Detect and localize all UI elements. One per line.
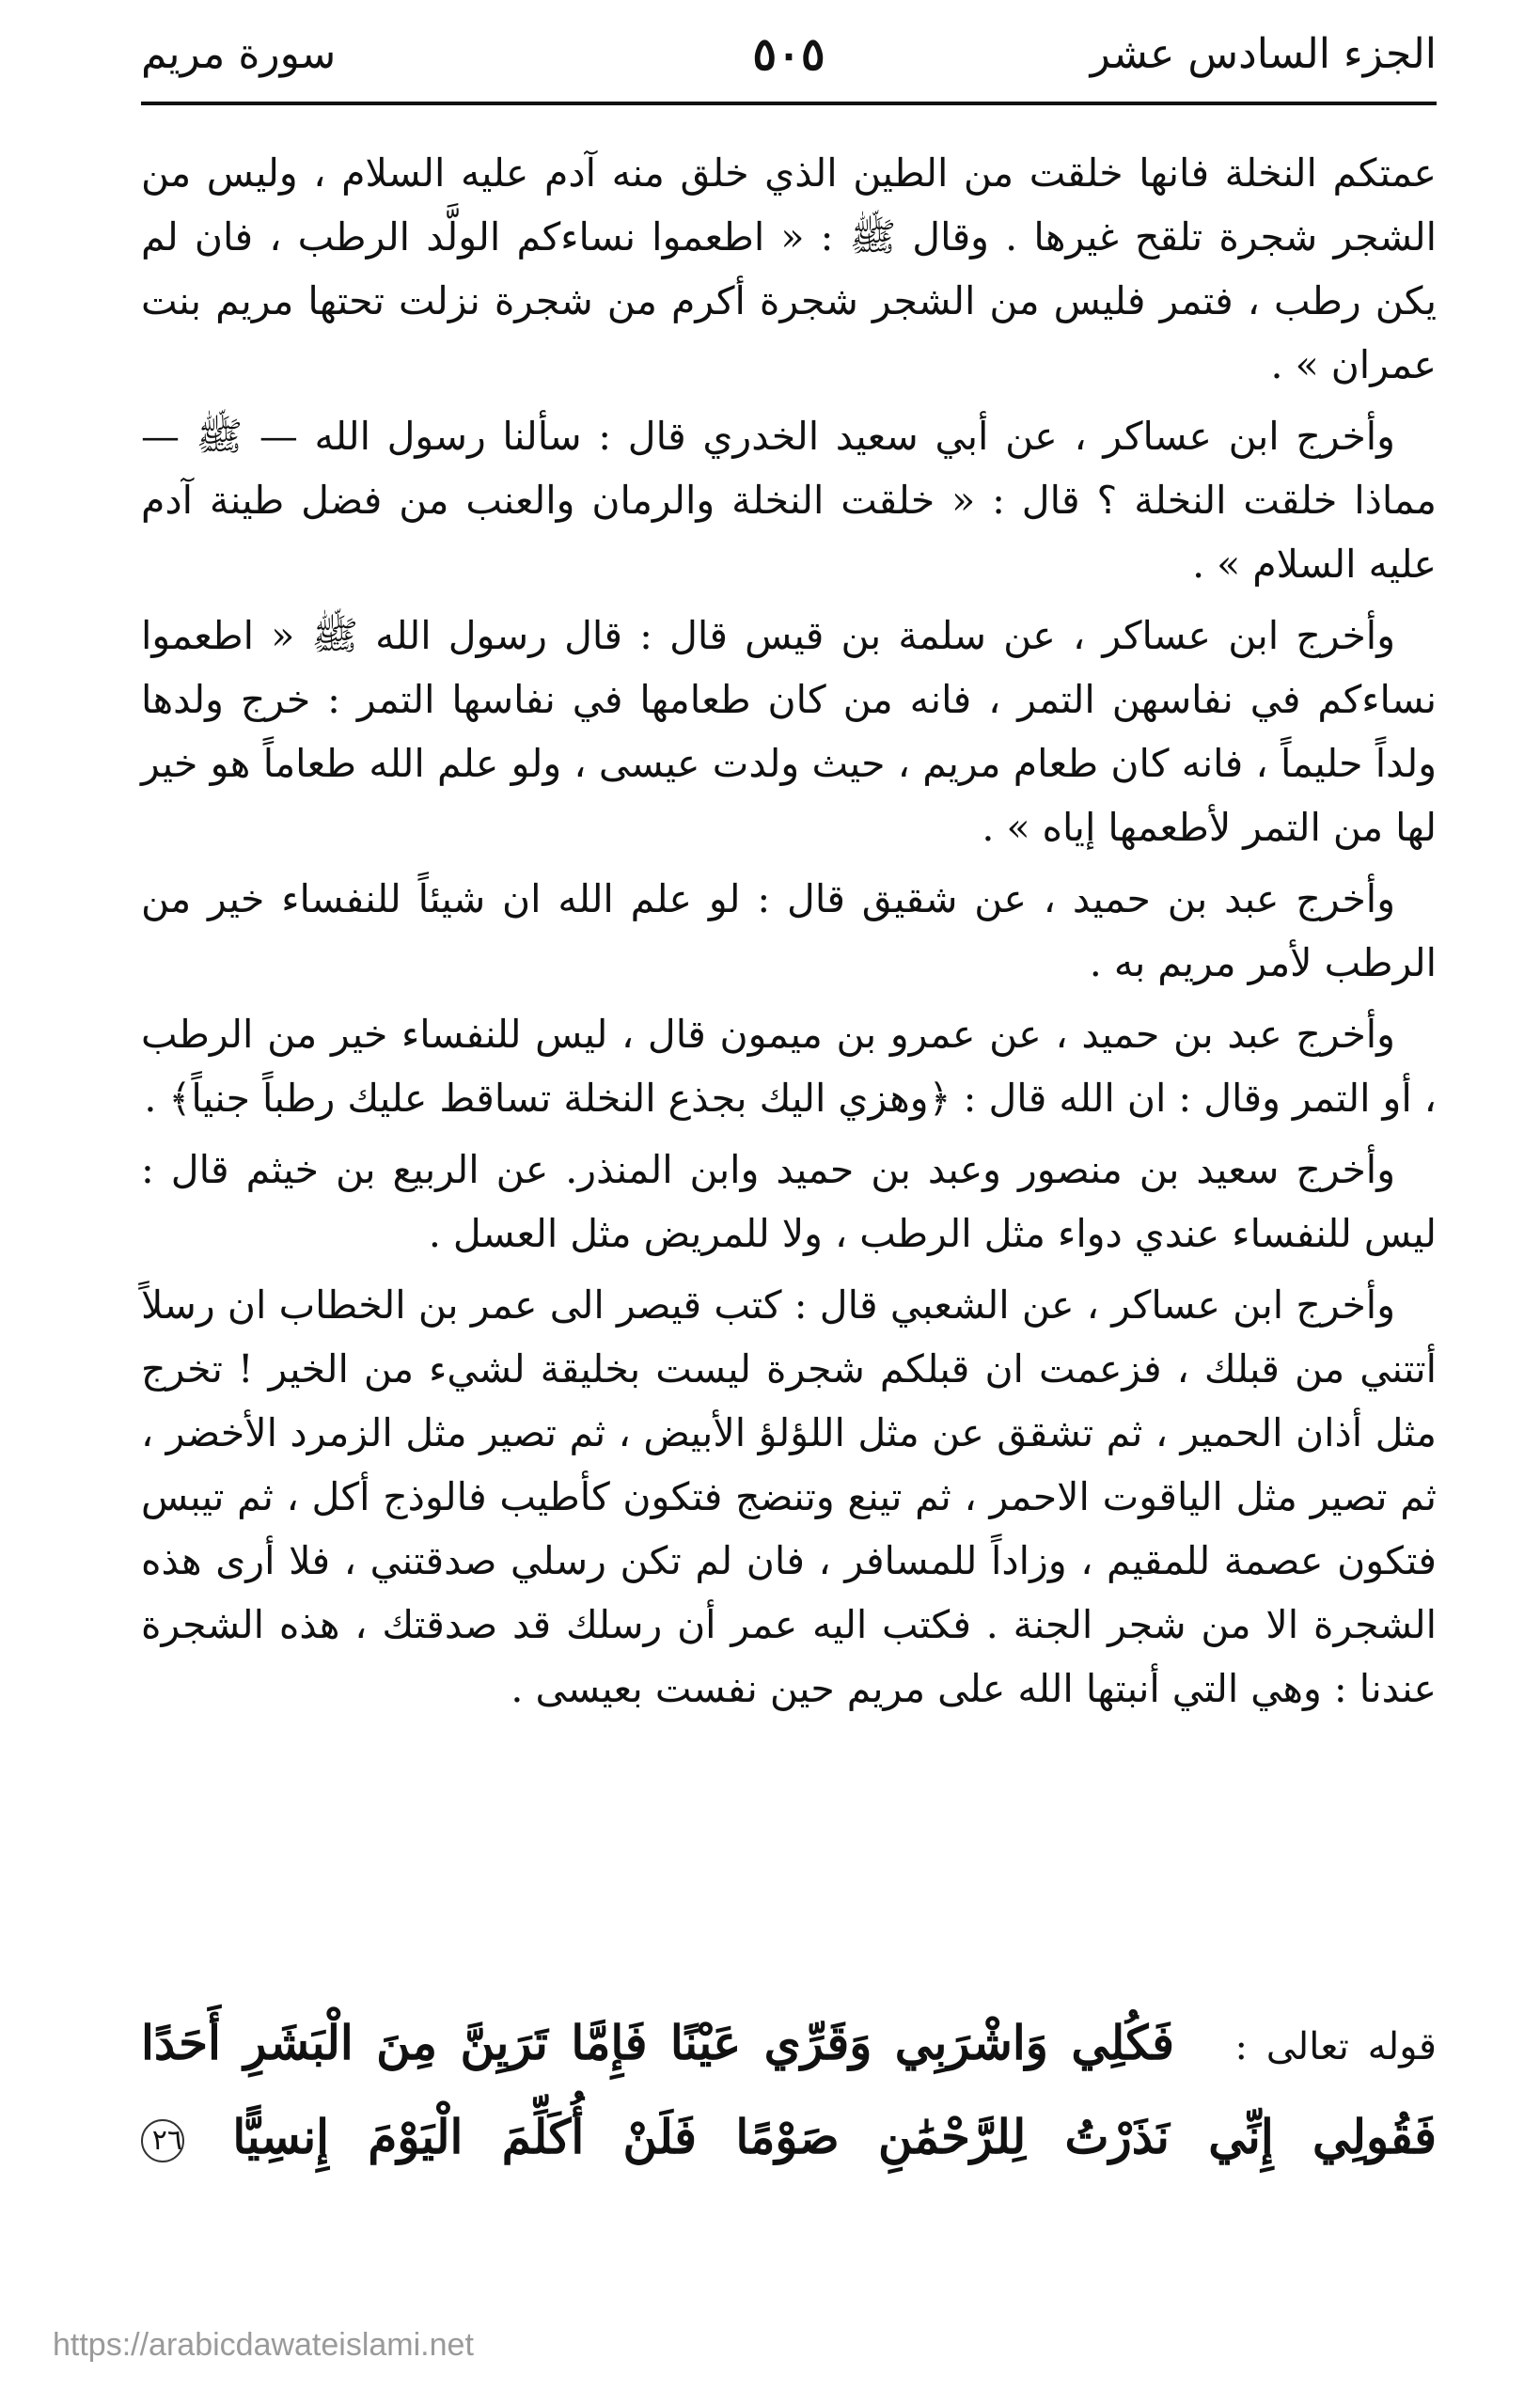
page-header [141, 19, 1437, 94]
paragraph: وأخرج ابن عساكر ، عن أبي سعيد الخدري قال : سألنا رسول الله — ﷺ — مماذا خلقت النخلة ؟ قال : « خلقت النخلة والرمان والعنب من فضل طينة آدم عليه السلام » . [141, 414, 1437, 587]
body-text [141, 141, 1437, 1728]
verse-intro: قوله تعالى : [1234, 2025, 1437, 2068]
page-number: ٥٠٥ [752, 28, 825, 81]
paragraph: وأخرج عبد بن حميد ، عن عمرو بن ميمون قال ، ليس للنفساء خير من الرطب ، أو التمر وقال : ان الله قال : ﴿وهزي اليك بجذع النخلة تساقط عليك رطباً جنياً﴾ . [141, 1012, 1437, 1121]
quran-verse-block [141, 1998, 1437, 2182]
surah-title: سورة مريم [141, 30, 337, 78]
verse-text-1: فَكُلِي وَاشْرَبِي وَقَرِّي عَيْنًا فَإِمَّا تَرَيِنَّ مِنَ الْبَشَرِ أَحَدًا [141, 2015, 1175, 2070]
verse-line-1 [141, 1998, 1437, 2092]
verse-number-marker: ٢٦ [141, 2119, 184, 2162]
paragraph: وأخرج سعيد بن منصور وعبد بن حميد وابن المنذر. عن الربيع بن خيثم قال : ليس للنفساء عندي دواء مثل الرطب ، ولا للمريض مثل العسل . [141, 1147, 1437, 1256]
paragraph: وأخرج ابن عساكر ، عن الشعبي قال : كتب قيصر الى عمر بن الخطاب ان رسلاً أتتني من قبلك ، فزعمت ان قبلكم شجرة ليست بخليقة لشيء من الخير ! تخرج مثل أذان الحمير ، ثم تشقق عن مثل اللؤلؤ الأبيض ، ثم تصير مثل الزمرد الأخضر ، ثم تصير مثل الياقوت الاحمر ، ثم تينع وتنضج فتكون كأطيب فالوذج أكل ، ثم تيبس فتكون عصمة للمقيم ، وزاداً للمسافر ، فان لم تكن رسلي صدقتني ، فلا أرى هذه الشجرة الا من شجر الجنة . فكتب اليه عمر أن رسلك قد صدقتك ، هذه الشجرة عندنا : وهي التي أنبتها الله على مريم حين نفست بعيسى . [141, 1282, 1437, 1711]
paragraph: عمتكم النخلة فانها خلقت من الطين الذي خلق منه آدم عليه السلام ، وليس من الشجر شجرة تلقح غيرها . وقال ﷺ : « اطعموا نساءكم الولَّد الرطب ، فان لم يكن رطب ، فتمر فليس من الشجر شجرة أكرم من شجرة نزلت تحتها مريم بنت عمران » . [141, 150, 1437, 387]
part-title: الجزء السادس عشر [1090, 30, 1437, 78]
watermark-url: https://arabicdawateislami.net [53, 2327, 474, 2363]
verse-text-2: فَقُولِي إِنِّي نَذَرْتُ لِلرَّحْمَٰنِ صَوْمًا فَلَنْ أُكَلِّمَ الْيَوْمَ إِنسِيًّا [232, 2109, 1437, 2164]
verse-line-2 [141, 2092, 1437, 2182]
paragraph: وأخرج عبد بن حميد ، عن شقيق قال : لو علم الله ان شيئاً للنفساء خير من الرطب لأمر مريم به . [141, 876, 1437, 985]
paragraph: وأخرج ابن عساكر ، عن سلمة بن قيس قال : قال رسول الله ﷺ « اطعموا نساءكم في نفاسهن التمر ، فانه من كان طعامها في نفاسها التمر : خرج ولدها ولداً حليماً ، فانه كان طعام مريم ، حيث ولدت عيسى ، ولو علم الله طعاماً هو خير لها من التمر لأطعمها إياه » . [141, 613, 1437, 850]
header-rule [141, 102, 1437, 105]
